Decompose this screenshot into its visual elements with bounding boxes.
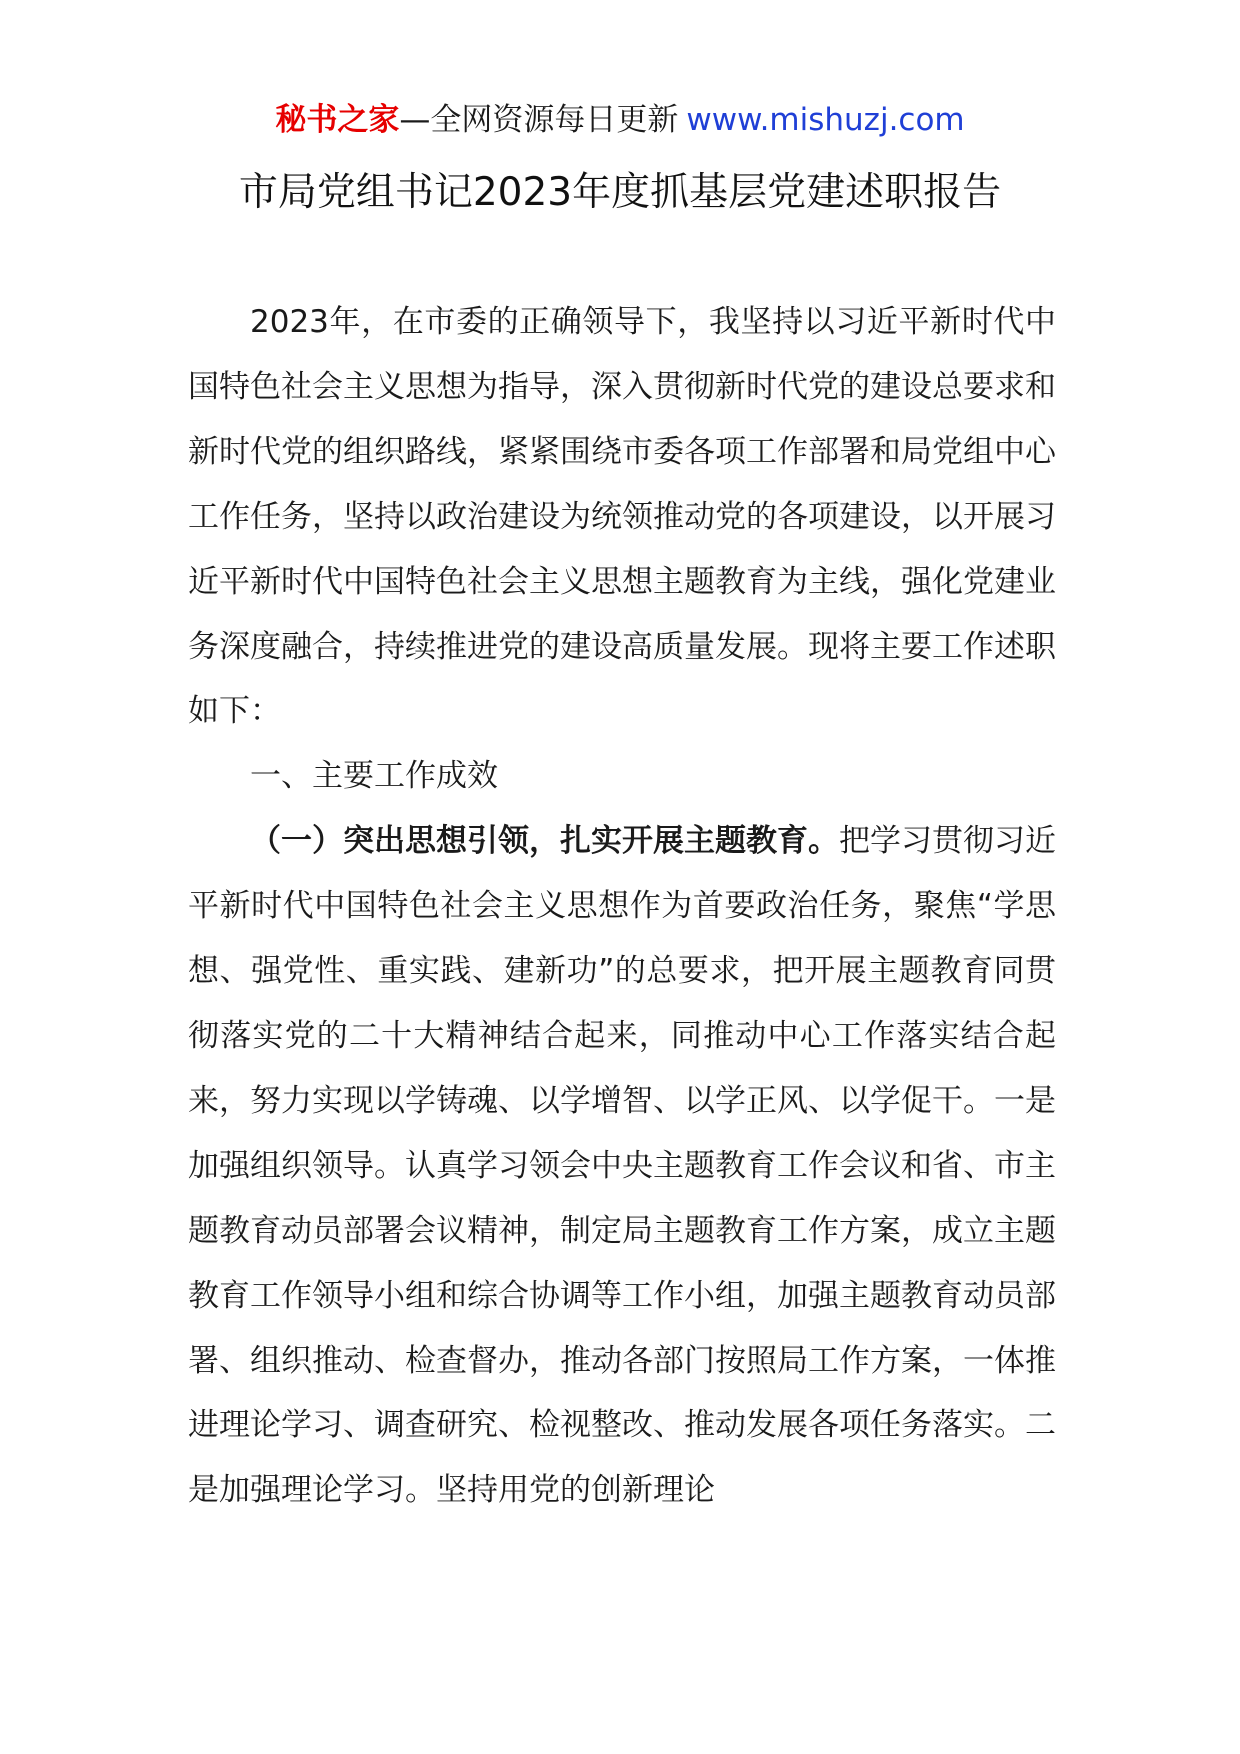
brand-name: 秘书之家 bbox=[275, 102, 400, 138]
subsection-paragraph bbox=[188, 809, 1056, 1523]
section-heading: 一、主要工作成效 bbox=[250, 758, 498, 795]
subsection-body: 把学习贯彻习近平新时代中国特色社会主义思想作为首要政治任务，聚焦“学思想、强党性、重实践、建新功”的总要求，把开展主题教育同贯彻落实党的二十大精神结合起来，同推动中心工作落实结合起来，努力实现以学铸魂、以学增智、以学正风、以学促干。一是加强组织领导。认真学习领会中央主题教育工作会议和省、市主题教育动员部署会议精神，制定局主题教育工作方案，成立主题教育工作领导小组和综合协调等工作小组，加强主题教育动员部署、组织推动、检查督办，推动各部门按照局工作方案，一体推进理论学习、调查研究、检视整改、推动发展各项任务落实。二是加强理论学习。坚持用党的创新理论 bbox=[188, 823, 1056, 1509]
site-header-banner bbox=[0, 100, 1240, 140]
brand-slogan: —全网资源每日更新 bbox=[399, 102, 679, 138]
intro-paragraph: 2023年，在市委的正确领导下，我坚持以习近平新时代中国特色社会主义思想为指导，深入贯彻新时代党的建设总要求和新时代党的组织路线，紧紧围绕市委各项工作部署和局党组中心工作任务，坚持以政治建设为统领推动党的各项建设，以开展习近平新时代中国特色社会主义思想主题教育为主线，强化党建业务深度融合，持续推进党的建设高质量发展。现将主要工作述职如下： bbox=[188, 304, 1056, 730]
document-title: 市局党组书记2023年度抓基层党建述职报告 bbox=[238, 170, 1002, 215]
subsection-heading: （一）突出思想引领，扎实开展主题教育。 bbox=[250, 823, 839, 860]
document-body bbox=[188, 290, 1056, 1523]
site-url-link[interactable]: www.mishuzj.com bbox=[686, 102, 965, 138]
